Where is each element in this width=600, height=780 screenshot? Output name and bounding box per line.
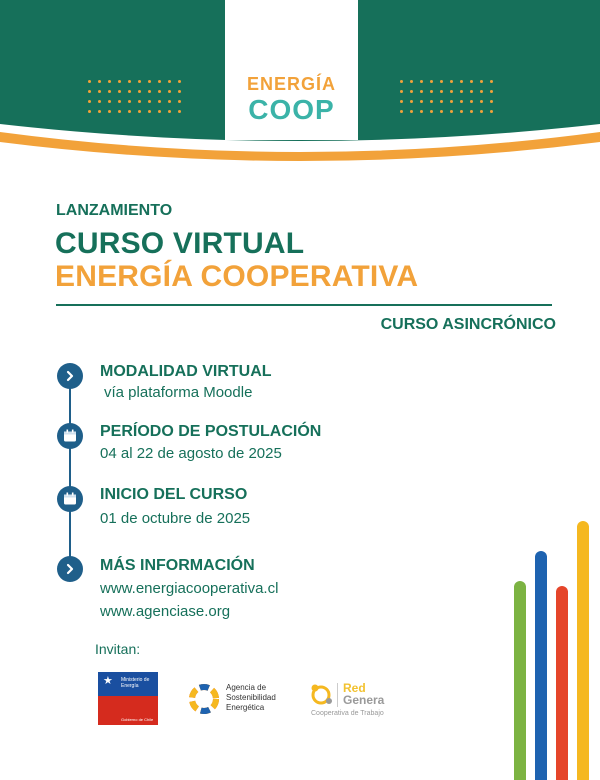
decorative-bar-yellow [577, 521, 589, 780]
ministerio-footer: Gobierno de Chile [121, 717, 154, 722]
timeline-item-title: PERÍODO DE POSTULACIÓN [100, 423, 322, 440]
decorative-bar-blue [535, 551, 547, 780]
website-link[interactable]: www.agenciase.org [100, 603, 231, 620]
timeline-item-title: MÁS INFORMACIÓN [100, 557, 255, 574]
energia-coop-logo [225, 0, 358, 140]
timeline-item-title: INICIO DEL CURSO [100, 486, 248, 503]
timeline-item-title: MODALIDAD VIRTUAL [100, 363, 272, 380]
star-icon: ★ [103, 675, 113, 687]
agencia-line2: Sostenibilidad [226, 693, 276, 702]
logo-line2: COOP [248, 94, 335, 125]
ministerio-energia-logo [98, 672, 158, 725]
agencia-line3: Energética [226, 703, 265, 712]
decorative-bar-red [556, 586, 568, 780]
title-line2: ENERGÍA COOPERATIVA [55, 260, 419, 293]
timeline-item-text: 04 al 22 de agosto de 2025 [100, 445, 282, 462]
agencia-name [226, 683, 276, 713]
red-genera-line1: Red [343, 681, 366, 695]
decorative-bar-green [514, 581, 526, 780]
agencia-sostenibilidad-logo [188, 683, 220, 715]
timeline-item-text: 01 de octubre de 2025 [100, 510, 251, 527]
logo-line1: ENERGÍA [246, 74, 336, 94]
red-genera-sub: Cooperativa de Trabajo [311, 710, 384, 717]
title-line1: CURSO VIRTUAL [55, 227, 305, 260]
chevron-right-icon [57, 556, 83, 582]
course-type-tag: CURSO ASINCRÓNICO [380, 316, 556, 333]
divider [56, 304, 552, 306]
ministerio-line2: Energía [121, 683, 139, 689]
decorative-dots-right [400, 80, 495, 113]
ministerio-line1: Ministerio de [121, 677, 150, 683]
agencia-line1: Agencia de [226, 683, 267, 692]
website-link[interactable]: www.energiacooperativa.cl [100, 580, 279, 597]
red-genera-line2: Genera [343, 693, 385, 707]
chevron-right-icon [57, 363, 83, 389]
decorative-dots-left [88, 80, 183, 113]
timeline-item-text: vía plataforma Moodle [104, 384, 253, 401]
sponsors-label: Invitan: [95, 641, 141, 657]
kicker-text: LANZAMIENTO [56, 202, 173, 219]
red-genera-logo [309, 681, 339, 709]
timeline-line [69, 376, 71, 569]
calendar-icon [57, 423, 83, 449]
calendar-icon [57, 486, 83, 512]
